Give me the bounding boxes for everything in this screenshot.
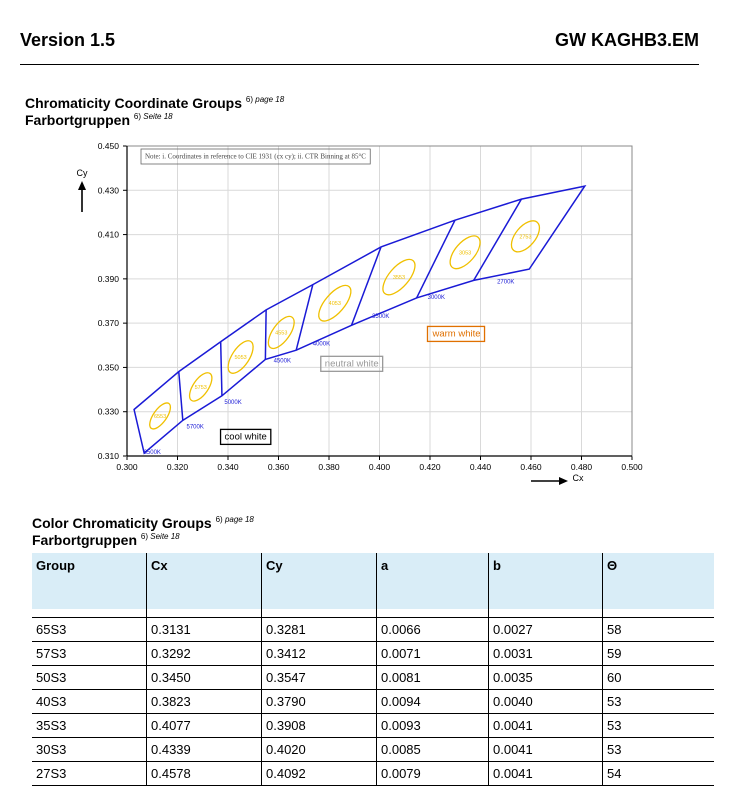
region-label: warm white (432, 328, 481, 340)
table-cell: 59 (603, 642, 715, 666)
table-cell: 0.0041 (489, 714, 603, 738)
table-cell: 0.0079 (377, 762, 489, 786)
bin-divider (179, 372, 183, 421)
table-cell: 0.0041 (489, 738, 603, 762)
table-row (32, 642, 714, 666)
table-cell: 53 (603, 738, 715, 762)
x-tick-label: 0.380 (318, 462, 340, 472)
table-cell: 0.4339 (147, 738, 262, 762)
cct-label: 2700K (497, 279, 515, 286)
region-label: neutral white (324, 358, 379, 370)
table-cell: 0.0027 (489, 618, 603, 642)
table-cell: 0.3908 (262, 714, 377, 738)
bin-divider (296, 285, 313, 351)
table-title-en: Color Chromaticity Groups $^{6) page 18}$ (32, 515, 254, 531)
bin-ellipse-label: 4553 (275, 330, 288, 337)
table-cell: 0.4020 (262, 738, 377, 762)
table-cell: 0.0081 (377, 666, 489, 690)
region-label: cool white (224, 431, 267, 443)
cct-label: 4500K (273, 358, 291, 365)
col-cy: Cy (262, 553, 377, 609)
x-tick-label: 0.420 (419, 462, 441, 472)
table-cell: 0.3292 (147, 642, 262, 666)
table-cell: 0.0094 (377, 690, 489, 714)
bin-ellipse-label: 4053 (328, 301, 341, 308)
table-cell: 0.0040 (489, 690, 603, 714)
x-tick-label: 0.480 (570, 462, 593, 472)
col-a: a (377, 553, 489, 609)
y-tick-label: 0.370 (97, 318, 119, 329)
x-axis-arrowhead (559, 477, 568, 485)
y-axis-arrowhead (78, 181, 86, 190)
chart-title-de: Farbortgruppen $^{6) Seite 18}$ (25, 112, 173, 128)
x-tick-label: 0.440 (469, 462, 492, 472)
table-cell: 57S3 (32, 642, 147, 666)
table-row (32, 666, 714, 690)
y-tick-label: 0.330 (97, 406, 119, 417)
chromaticity-table (32, 553, 714, 786)
x-tick-label: 0.500 (621, 462, 643, 472)
bin-ellipse-label: 3053 (458, 250, 472, 257)
x-tick-label: 0.340 (217, 462, 239, 472)
table-cell: 0.0031 (489, 642, 603, 666)
cct-label: 3500K (372, 314, 390, 321)
cct-label: 3000K (427, 295, 445, 302)
bin-ellipse-label: 6553 (153, 413, 167, 420)
table-cell: 0.0093 (377, 714, 489, 738)
x-axis-label: Cx (572, 473, 584, 483)
table-row (32, 690, 714, 714)
table-cell: 53 (603, 714, 715, 738)
table-cell: 60 (603, 666, 715, 690)
col-cx: Cx (147, 553, 262, 609)
table-cell: 0.0066 (377, 618, 489, 642)
bin-ellipse-label: 5753 (194, 384, 207, 391)
table-cell: 0.3281 (262, 618, 377, 642)
x-tick-label: 0.400 (368, 462, 391, 472)
bin-divider (265, 310, 266, 360)
bin-ellipse-label: 2753 (519, 234, 532, 241)
x-tick-label: 0.300 (116, 462, 138, 472)
table-cell: 58 (603, 618, 715, 642)
y-axis-label: Cy (76, 168, 88, 178)
table-header-row (32, 553, 714, 609)
col-theta: Θ (603, 553, 715, 609)
table-cell: 0.0071 (377, 642, 489, 666)
x-tick-label: 0.460 (520, 462, 542, 472)
table-cell: 0.3450 (147, 666, 262, 690)
table-cell: 0.4578 (147, 762, 262, 786)
cct-label: 4000K (312, 341, 331, 348)
table-cell: 0.3547 (262, 666, 377, 690)
table-cell: 0.3790 (262, 690, 377, 714)
y-tick-label: 0.430 (97, 185, 119, 196)
table-cell: 0.3412 (262, 642, 377, 666)
cct-label: 5000K (224, 399, 242, 406)
y-tick-label: 0.390 (97, 273, 119, 284)
version-label: Version 1.5 (20, 30, 116, 50)
table-cell: 0.0041 (489, 762, 603, 786)
table-cell: 0.3823 (147, 690, 262, 714)
table-cell: 0.4092 (262, 762, 377, 786)
product-code: GW KAGHB3.EM (555, 30, 699, 50)
table-row (32, 714, 714, 738)
table-row (32, 762, 714, 786)
y-tick-label: 0.350 (97, 362, 119, 373)
chart-title-en: Chromaticity Coordinate Groups $^{6) page 18}$ (25, 95, 285, 111)
table-cell: 0.0035 (489, 666, 603, 690)
table-cell: 0.0085 (377, 738, 489, 762)
table-cell: 40S3 (32, 690, 147, 714)
table-row (32, 618, 714, 642)
cct-label: 5700K (186, 424, 204, 431)
col-group: Group (32, 553, 147, 609)
table-cell: 53 (603, 690, 715, 714)
table-cell: 54 (603, 762, 715, 786)
table-cell: 35S3 (32, 714, 147, 738)
table-cell: 30S3 (32, 738, 147, 762)
table-title-de: Farbortgruppen $^{6) Seite 18}$ (32, 532, 180, 548)
y-tick-label: 0.450 (97, 141, 119, 151)
cct-label: 6500K (143, 449, 161, 456)
y-tick-label: 0.410 (97, 229, 119, 240)
x-tick-label: 0.320 (166, 462, 189, 472)
bin-ellipse-label: 5053 (234, 355, 247, 362)
col-b: b (489, 553, 603, 609)
table-cell: 0.3131 (147, 618, 262, 642)
bin-boundary (134, 186, 585, 453)
x-tick-label: 0.360 (267, 462, 290, 472)
bin-divider (221, 342, 222, 396)
y-tick-label: 0.310 (97, 451, 119, 461)
table-cell: 65S3 (32, 618, 147, 642)
table-cell: 27S3 (32, 762, 147, 786)
table-cell: 0.4077 (147, 714, 262, 738)
table-cell: 50S3 (32, 666, 147, 690)
bin-ellipse-label: 3553 (392, 275, 406, 282)
chart-note: Note: i. Coordinates in reference to CIE 1931 (cx cy); ii. CTR Binning at 85°C (145, 152, 366, 161)
table-row (32, 738, 714, 762)
